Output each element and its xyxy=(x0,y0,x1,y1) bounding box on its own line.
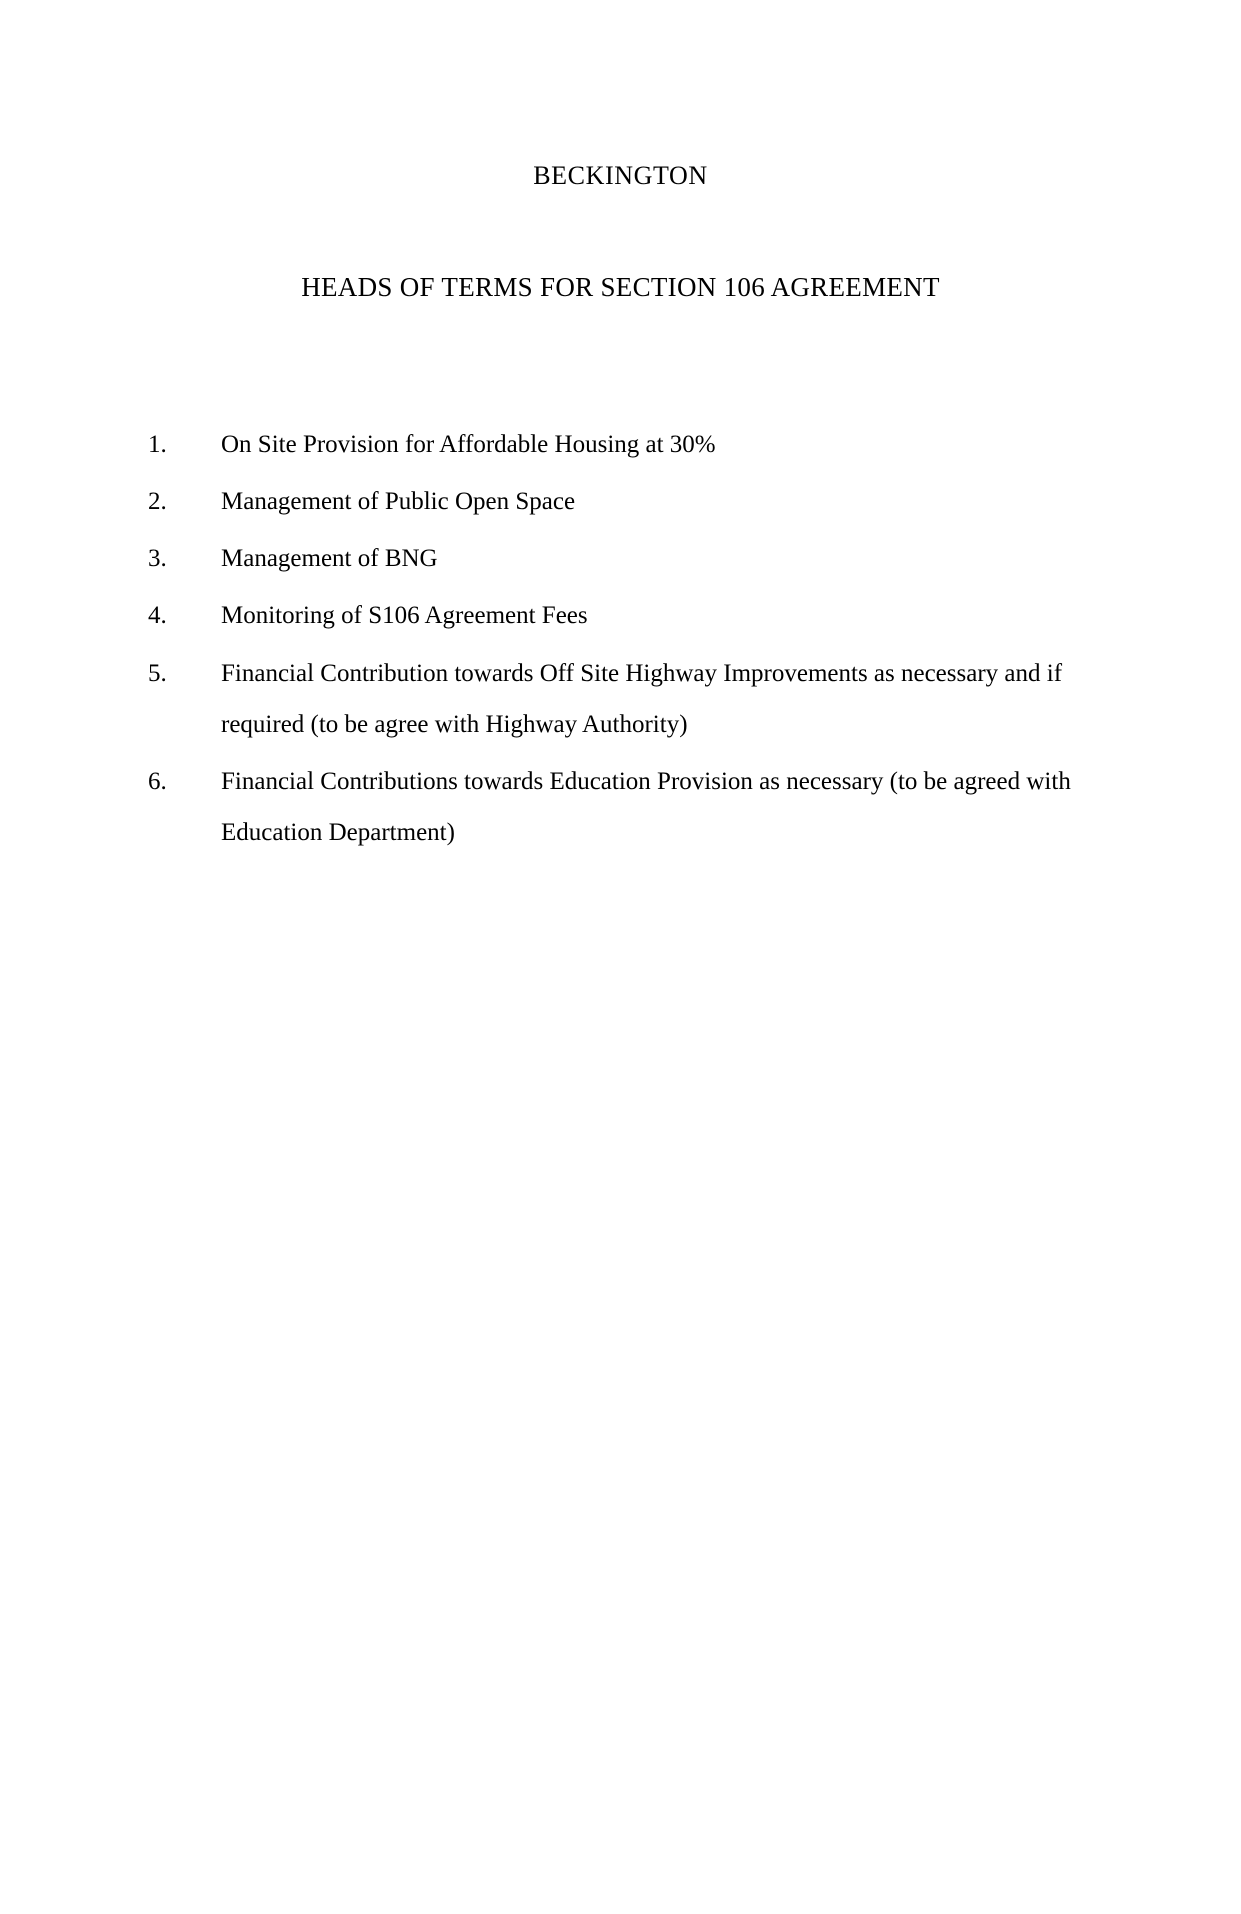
list-item xyxy=(148,533,1071,584)
list-item xyxy=(148,590,1071,641)
list-item-number: 3. xyxy=(148,545,167,573)
list-item-number: 5. xyxy=(148,659,167,687)
list-item xyxy=(148,476,1071,527)
list-item-number: 2. xyxy=(148,487,167,515)
list-item-text: Financial Contribution towards Off Site Highway Improvements as necessary and if required (to be agree with Highway Authority) xyxy=(221,659,1063,738)
list-item-text: Management of Public Open Space xyxy=(221,487,576,515)
list-item-text: Monitoring of S106 Agreement Fees xyxy=(221,602,588,630)
list-item xyxy=(148,419,1071,470)
terms-list xyxy=(0,419,1241,859)
list-item-number: 4. xyxy=(148,602,167,630)
list-item-text: Management of BNG xyxy=(221,545,438,573)
list-item xyxy=(148,648,1071,751)
list-item-text: Financial Contributions towards Education Provision as necessary (to be agreed with Education Department) xyxy=(221,768,1071,847)
page-title: BECKINGTON xyxy=(533,161,708,190)
list-item-number: 1. xyxy=(148,430,167,458)
page-subtitle: HEADS OF TERMS FOR SECTION 106 AGREEMENT xyxy=(301,272,940,303)
document-page xyxy=(0,160,1241,1914)
list-item-number: 6. xyxy=(148,768,167,796)
list-item xyxy=(148,756,1071,859)
list-item-text: On Site Provision for Affordable Housing at 30% xyxy=(221,430,716,458)
